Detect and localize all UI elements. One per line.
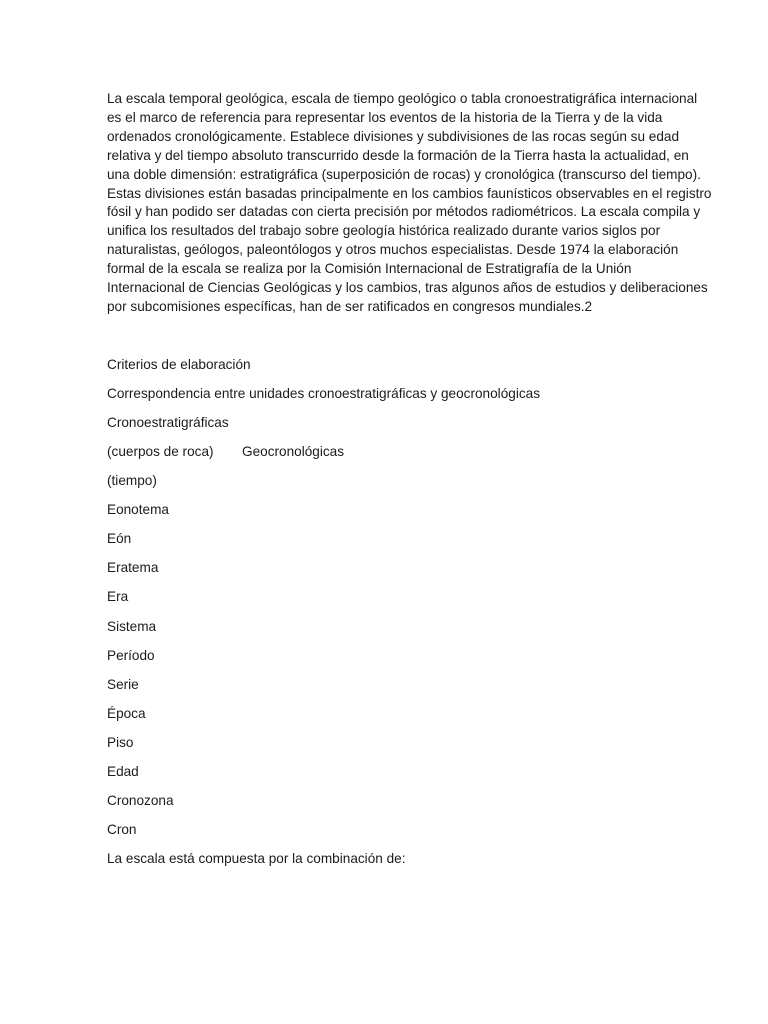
intro-line: Estas divisiones están basadas principalmente en los cambios faunísticos observables en el registro — [107, 185, 712, 201]
intro-line: Internacional de Ciencias Geológicas y los cambios, tras algunos años de estudios y deliberaciones — [107, 280, 708, 296]
unit-item: Serie — [107, 677, 139, 692]
unit-item: Eratema — [107, 560, 159, 575]
unit-item: Cronozona — [107, 793, 174, 808]
intro-paragraph — [107, 90, 712, 317]
unit-item: Eonotema — [107, 502, 169, 517]
column-header-geochronologic: Geocronológicas — [242, 444, 345, 459]
unit-item: Piso — [107, 735, 134, 750]
intro-line: naturalistas, geólogos, paleontólogos y otros muchos especialistas. Desde 1974 la elaboración — [107, 242, 679, 258]
section-heading: Criterios de elaboración — [107, 357, 251, 372]
unit-item: Época — [107, 706, 146, 721]
intro-line: es el marco de referencia para representar los eventos de la historia de la Tierra y de la vida — [107, 109, 663, 125]
unit-item: Eón — [107, 531, 132, 546]
unit-item: Período — [107, 648, 155, 663]
column-subheader-time: (tiempo) — [107, 473, 157, 488]
intro-line: ordenados cronológicamente. Establece divisiones y subdivisiones de las rocas según su edad — [107, 128, 680, 144]
column-header-chronostratigraphic: Cronoestratigráficas — [107, 415, 229, 430]
table-caption: Correspondencia entre unidades cronoestratigráficas y geocronológicas — [107, 386, 540, 401]
unit-item: Cron — [107, 822, 137, 837]
intro-line: una doble dimensión: estratigráfica (superposición de rocas) y cronológica (transcurso del tiempo). — [107, 166, 701, 182]
intro-line: La escala temporal geológica, escala de tiempo geológico o tabla cronoestratigráfica internacional — [107, 91, 698, 106]
intro-line: por subcomisiones específicas, han de ser ratificados en congresos mundiales.2 — [107, 298, 593, 314]
unit-item: Sistema — [107, 619, 157, 634]
intro-line: relativa y del tiempo absoluto transcurrido desde la formación de la Tierra hasta la actualidad, en — [107, 147, 689, 163]
intro-line: formal de la escala se realiza por la Comisión Internacional de Estratigrafía de la Unión — [107, 261, 632, 277]
intro-line: unifica los resultados del trabajo sobre geología histórica realizado durante varios siglos por — [107, 223, 661, 239]
closing-line: La escala está compuesta por la combinación de: — [107, 851, 406, 866]
column-subheader-rock-bodies: (cuerpos de roca) — [107, 444, 214, 459]
unit-item: Era — [107, 589, 129, 604]
intro-line: fósil y han podido ser datadas con cierta precisión por métodos radiométricos. La escala compila y — [107, 204, 701, 220]
unit-item: Edad — [107, 764, 139, 779]
